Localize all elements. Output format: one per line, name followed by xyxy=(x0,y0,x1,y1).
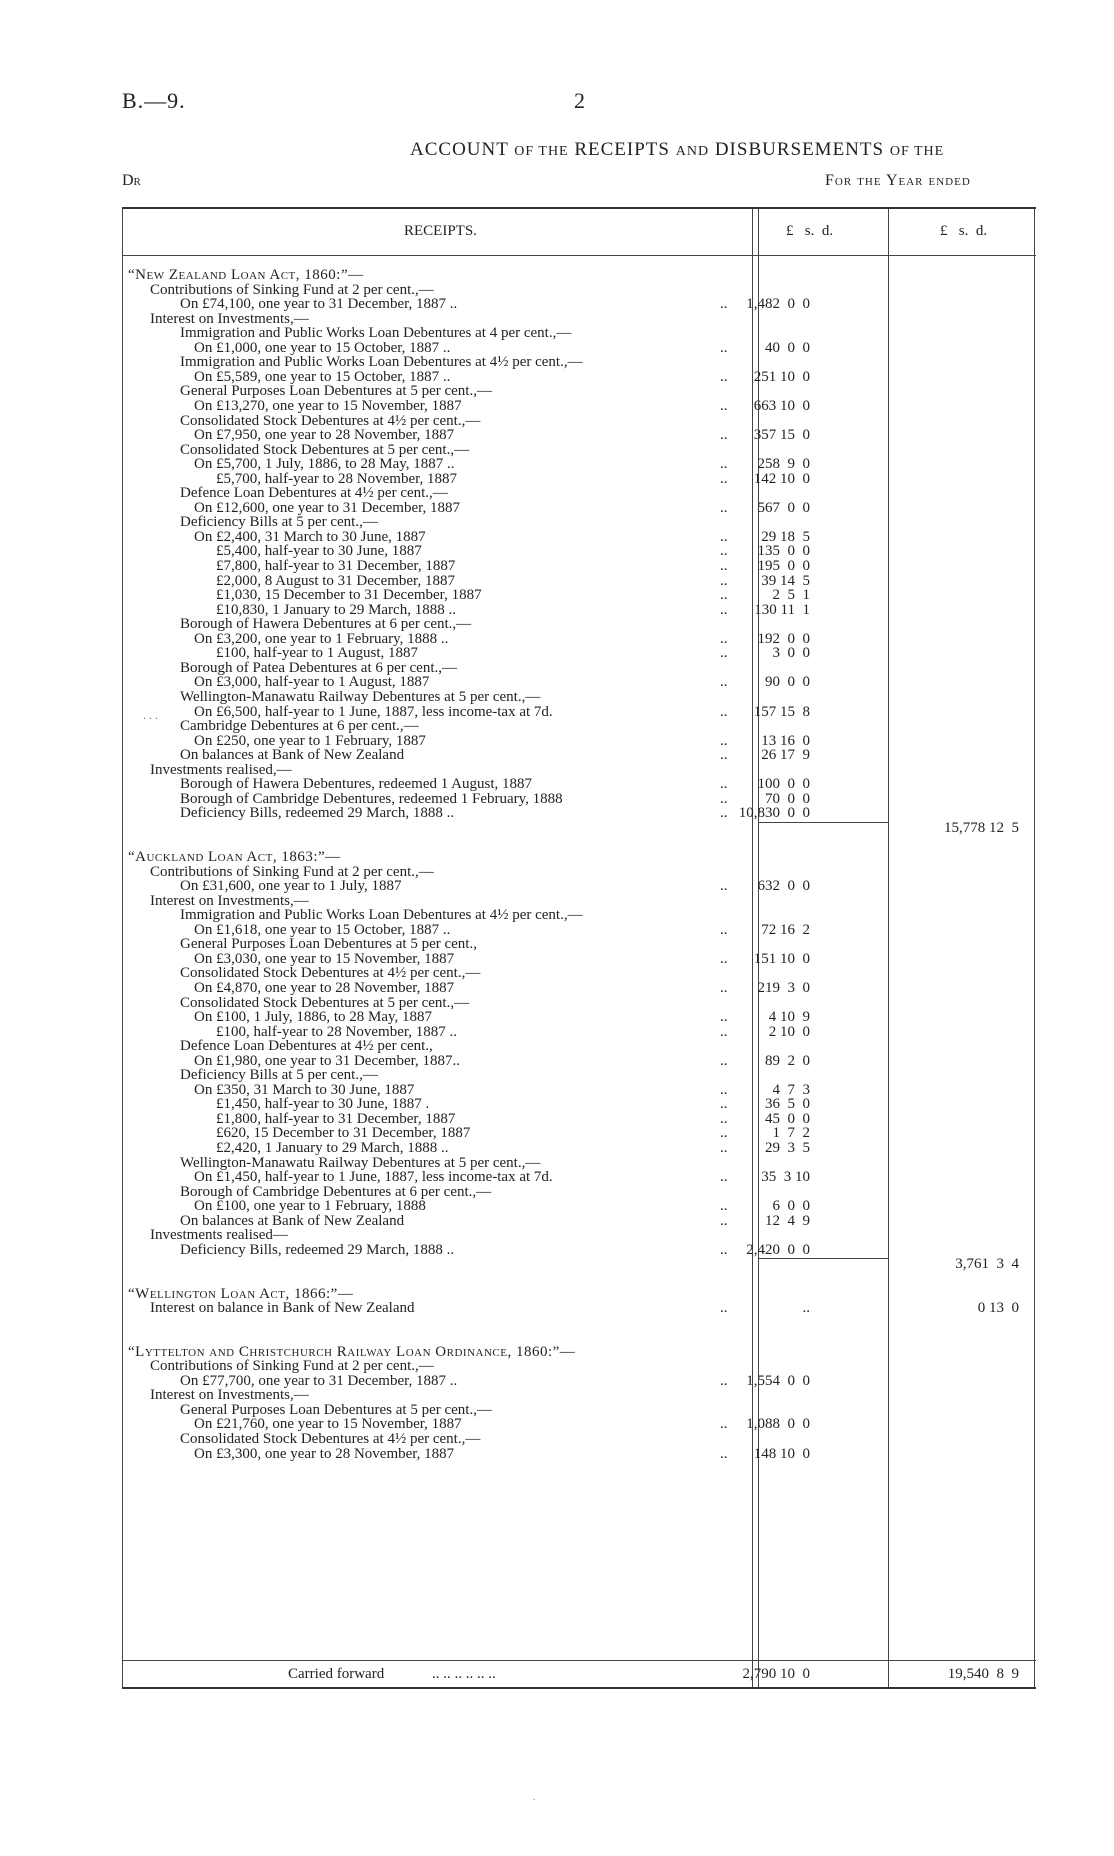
row-label: £100, half-year to 28 November, 1887 .. xyxy=(216,1023,458,1040)
title-disbursements: DISBURSEMENTS xyxy=(714,139,885,160)
row-amount: 195 0 0 xyxy=(757,558,810,574)
leader-dots: .. xyxy=(720,427,728,444)
row-label: £2,000, 8 August to 31 December, 1887 xyxy=(216,572,455,589)
row-label: Immigration and Public Works Loan Debentures at 4½ per cent.,— xyxy=(180,907,583,924)
row-label: Wellington-Manawatu Railway Debentures at 5 per cent.,— xyxy=(180,688,541,705)
section-heading: “Wellington Loan Act, 1866:”— xyxy=(128,1285,354,1302)
row-label: On £250, one year to 1 February, 1887 xyxy=(194,732,426,749)
row-amount: 3 0 0 xyxy=(772,645,810,662)
row-label: Consolidated Stock Debentures at 4½ per cent.,— xyxy=(180,1431,481,1447)
row-label: On £74,100, one year to 31 December, 1887 .. xyxy=(180,296,458,313)
title-of-the-2: OF THE xyxy=(889,144,945,159)
leader-dots: .. xyxy=(720,921,728,938)
row-amount: 45 0 0 xyxy=(765,1110,810,1127)
row-label: Defence Loan Debentures at 4½ per cent.,— xyxy=(180,485,448,502)
amount-column-header: £ s. d. xyxy=(786,223,834,239)
stray-dot: . xyxy=(533,1792,536,1803)
row-amount: 10,830 0 0 xyxy=(738,805,810,822)
section-rule xyxy=(758,822,888,823)
row-label: On £13,270, one year to 15 November, 1887 xyxy=(194,397,462,414)
row-label: Deficiency Bills, redeemed 29 March, 1888 .. xyxy=(180,1241,455,1258)
row-amount: 157 15 8 xyxy=(753,703,810,720)
row-label: Contributions of Sinking Fund at 2 per cent.,— xyxy=(150,281,434,298)
year-ended-label: For the Year ended xyxy=(825,172,971,189)
row-label: On £350, 31 March to 30 June, 1887 xyxy=(194,1081,415,1098)
footer-rule xyxy=(122,1660,1036,1661)
row-label: On £7,950, one year to 28 November, 1887 xyxy=(194,427,455,444)
row-label: Borough of Cambridge Debentures, redeemed 1 February, 1888 xyxy=(180,790,563,807)
row-label: Cambridge Debentures at 6 per cent.,— xyxy=(180,718,419,735)
row-amount: 251 10 0 xyxy=(753,368,810,385)
row-label: On £100, one year to 1 February, 1888 xyxy=(194,1198,426,1215)
leader-dots: .. xyxy=(720,558,728,574)
row-amount: 36 5 0 xyxy=(765,1096,810,1113)
row-label: Wellington-Manawatu Railway Debentures at 5 per cent.,— xyxy=(180,1154,541,1171)
leader-dots: .. xyxy=(720,1445,728,1462)
row-label: Interest on Investments,— xyxy=(150,310,309,327)
row-label: On £1,450, half-year to 1 June, 1887, less income-tax at 7d. xyxy=(194,1169,553,1186)
title-receipts: RECEIPTS xyxy=(574,139,670,160)
row-amount: 148 10 0 xyxy=(753,1445,810,1462)
carried-forward-row xyxy=(122,1666,1036,1683)
row-amount: 1 7 2 xyxy=(772,1125,810,1142)
row-label: Borough of Patea Debentures at 6 per cent.,— xyxy=(180,659,457,676)
row-amount: 39 14 5 xyxy=(761,572,810,589)
leader-dots: .. xyxy=(720,456,728,473)
row-label: On £12,600, one year to 31 December, 1887 xyxy=(194,499,460,516)
row-amount: 29 3 5 xyxy=(765,1140,810,1156)
row-amount: 1,482 0 0 xyxy=(746,296,810,313)
row-amount: 2 5 1 xyxy=(772,587,810,604)
receipts-column-header: RECEIPTS. xyxy=(404,223,477,239)
leader-dots: .. xyxy=(720,979,728,996)
row-label: Deficiency Bills at 5 per cent.,— xyxy=(180,1067,378,1084)
row-amount: 4 7 3 xyxy=(772,1081,810,1098)
row-label: £2,420, 1 January to 29 March, 1888 .. xyxy=(216,1140,449,1156)
row-amount: 567 0 0 xyxy=(757,499,810,516)
row-label: £7,800, half-year to 31 December, 1887 xyxy=(216,558,456,574)
carried-forward-label: Carried forward xyxy=(288,1666,385,1682)
leader-dots: .. xyxy=(720,368,728,385)
row-label: Consolidated Stock Debentures at 5 per cent.,— xyxy=(180,994,470,1011)
row-label: Borough of Hawera Debentures, redeemed 1 August, 1887 xyxy=(180,776,532,793)
leader-dots: .. xyxy=(720,1096,728,1113)
row-amount: 89 2 0 xyxy=(765,1052,810,1069)
row-label: Defence Loan Debentures at 4½ per cent., xyxy=(180,1038,433,1055)
row-label: General Purposes Loan Debentures at 5 per cent.,— xyxy=(180,383,492,400)
row-amount: 258 9 0 xyxy=(757,456,810,473)
table-row xyxy=(122,1446,1036,1463)
row-amount: 70 0 0 xyxy=(765,790,810,807)
leader-dots: .. xyxy=(720,645,728,662)
row-label: £5,700, half-year to 28 November, 1887 xyxy=(216,470,458,487)
row-label: £1,800, half-year to 31 December, 1887 xyxy=(216,1110,456,1127)
leader-dots: .. xyxy=(720,339,728,356)
leader-dots: .. xyxy=(720,1023,728,1040)
row-amount: 663 10 0 xyxy=(753,397,810,414)
section-total: 0 13 0 xyxy=(977,1300,1019,1317)
row-label: On balances at Bank of New Zealand xyxy=(180,1212,405,1229)
row-label: Interest on balance in Bank of New Zealand xyxy=(150,1300,415,1317)
row-label: Investments realised,— xyxy=(150,761,292,778)
row-label: £1,030, 15 December to 31 December, 1887 xyxy=(216,587,482,604)
row-label: Immigration and Public Works Loan Debentures at 4½ per cent.,— xyxy=(180,354,583,371)
row-label: On £2,400, 31 March to 30 June, 1887 xyxy=(194,528,426,545)
row-label: Interest on Investments,— xyxy=(150,1387,309,1404)
receipts-table xyxy=(122,207,1036,1689)
row-label: £100, half-year to 1 August, 1887 xyxy=(216,645,419,662)
leader-dots: .. xyxy=(720,790,728,807)
row-amount: 12 4 9 xyxy=(765,1212,810,1229)
row-amount: 4 10 9 xyxy=(768,1009,810,1026)
row-amount: 35 3 10 xyxy=(761,1169,810,1186)
row-amount: 1,088 0 0 xyxy=(746,1416,810,1433)
leader-dots: .. xyxy=(720,747,728,764)
row-label: On £77,700, one year to 31 December, 1887 .. xyxy=(180,1372,458,1389)
row-label: General Purposes Loan Debentures at 5 per cent.,— xyxy=(180,1401,492,1418)
row-label: On £5,700, 1 July, 1886, to 28 May, 1887 .. xyxy=(194,456,455,473)
page-title xyxy=(410,139,944,161)
row-label: Investments realised— xyxy=(150,1227,288,1244)
row-label: On £1,000, one year to 15 October, 1887 .. xyxy=(194,339,451,356)
leader-dots: .. xyxy=(720,1212,728,1229)
row-label: On £1,980, one year to 31 December, 1887.. xyxy=(194,1052,460,1069)
row-label: On £1,618, one year to 15 October, 1887 .. xyxy=(194,921,451,938)
row-label: On £3,000, half-year to 1 August, 1887 xyxy=(194,674,430,691)
section-heading: “New Zealand Loan Act, 1860:”— xyxy=(128,267,364,283)
leader-dots: .. xyxy=(720,572,728,589)
row-amount: 142 10 0 xyxy=(753,470,810,487)
row-label: On £100, 1 July, 1886, to 28 May, 1887 xyxy=(194,1009,433,1026)
row-amount: 632 0 0 xyxy=(757,878,810,895)
row-label: On £3,300, one year to 28 November, 1887 xyxy=(194,1445,455,1462)
leader-dots: .. xyxy=(720,1009,728,1026)
debit-marker: Dr xyxy=(122,172,141,189)
row-label: On £3,200, one year to 1 February, 1888 .. xyxy=(194,630,449,647)
leader-dots: .. xyxy=(720,878,728,895)
row-label: £1,450, half-year to 30 June, 1887 . xyxy=(216,1096,430,1113)
total-column-header: £ s. d. xyxy=(940,223,988,239)
leader-dots: .. xyxy=(720,805,728,822)
title-account: ACCOUNT xyxy=(410,139,509,160)
row-label: Consolidated Stock Debentures at 4½ per cent.,— xyxy=(180,965,481,982)
row-amount: 2,420 0 0 xyxy=(746,1241,810,1258)
stray-marks: . . . xyxy=(143,708,158,722)
leader-dots: .. xyxy=(720,499,728,516)
leader-dots: .. xyxy=(720,950,728,967)
row-amount: 192 0 0 xyxy=(757,630,810,647)
leader-dots: .. xyxy=(720,776,728,793)
leader-dots: .. xyxy=(720,732,728,749)
carried-forward-amount: 2,790 10 0 xyxy=(742,1666,810,1682)
row-amount: 13 16 0 xyxy=(761,732,810,749)
leader-dots: .. xyxy=(720,1081,728,1098)
row-label: Interest on Investments,— xyxy=(150,892,309,909)
leader-dots: .. xyxy=(720,296,728,313)
leader-dots: .. xyxy=(720,1110,728,1127)
row-amount: 6 0 0 xyxy=(772,1198,810,1215)
leader-dots: .. xyxy=(720,1125,728,1142)
row-amount: 72 16 2 xyxy=(761,921,810,938)
section-rule xyxy=(758,1258,888,1259)
row-amount: 90 0 0 xyxy=(765,674,810,691)
row-label: Contributions of Sinking Fund at 2 per cent.,— xyxy=(150,1358,434,1375)
row-amount: 100 0 0 xyxy=(757,776,810,793)
leader-dots: .. xyxy=(720,470,728,487)
leader-dots: .. xyxy=(720,1169,728,1186)
section-heading: “Auckland Loan Act, 1863:”— xyxy=(128,849,341,865)
row-label: £5,400, half-year to 30 June, 1887 xyxy=(216,543,422,560)
row-amount: .. xyxy=(802,1300,810,1317)
leader-dots: .. xyxy=(720,1140,728,1156)
row-amount: 26 17 9 xyxy=(761,747,810,764)
row-label: On £4,870, one year to 28 November, 1887 xyxy=(194,979,455,996)
title-and: AND xyxy=(675,144,710,159)
leader-dots: .. xyxy=(720,1372,728,1389)
row-label: Consolidated Stock Debentures at 5 per cent.,— xyxy=(180,441,470,458)
leader-dots: .. xyxy=(720,587,728,604)
row-label: £620, 15 December to 31 December, 1887 xyxy=(216,1125,471,1142)
section-total: 3,761 3 4 xyxy=(955,1256,1019,1273)
row-amount: 357 15 0 xyxy=(753,427,810,444)
row-amount: 1,554 0 0 xyxy=(746,1372,810,1389)
row-label: £10,830, 1 January to 29 March, 1888 .. xyxy=(216,601,456,618)
row-amount: 29 18 5 xyxy=(761,528,810,545)
row-label: Consolidated Stock Debentures at 4½ per cent.,— xyxy=(180,412,481,429)
leader-dots: .. .. .. .. .. .. xyxy=(432,1666,496,1682)
leader-dots: .. xyxy=(720,601,728,618)
row-label: Immigration and Public Works Loan Debentures at 4 per cent.,— xyxy=(180,325,572,342)
row-amount: 40 0 0 xyxy=(765,339,810,356)
leader-dots: .. xyxy=(720,630,728,647)
row-label: Deficiency Bills, redeemed 29 March, 1888 .. xyxy=(180,805,455,822)
leader-dots: .. xyxy=(720,674,728,691)
row-label: Borough of Hawera Debentures at 6 per cent.,— xyxy=(180,616,472,633)
carried-forward-total: 19,540 8 9 xyxy=(947,1666,1019,1682)
leader-dots: .. xyxy=(720,543,728,560)
leader-dots: .. xyxy=(720,1300,728,1317)
row-label: On £6,500, half-year to 1 June, 1887, less income-tax at 7d. xyxy=(194,703,553,720)
row-label: On £5,589, one year to 15 October, 1887 .. xyxy=(194,368,451,385)
row-amount: 151 10 0 xyxy=(753,950,810,967)
row-label: Borough of Cambridge Debentures at 6 per cent.,— xyxy=(180,1183,492,1200)
leader-dots: .. xyxy=(720,1416,728,1433)
row-label: On £3,030, one year to 15 November, 1887 xyxy=(194,950,455,967)
row-label: On £31,600, one year to 1 July, 1887 xyxy=(180,878,402,895)
row-label: On balances at Bank of New Zealand xyxy=(180,747,405,764)
row-amount: 219 3 0 xyxy=(757,979,810,996)
leader-dots: .. xyxy=(720,1241,728,1258)
row-label: General Purposes Loan Debentures at 5 per cent., xyxy=(180,936,477,953)
title-of-the: OF THE xyxy=(514,144,569,159)
row-amount: 135 0 0 xyxy=(757,543,810,560)
leader-dots: .. xyxy=(720,1198,728,1215)
row-amount: 130 11 1 xyxy=(754,601,810,618)
leader-dots: .. xyxy=(720,528,728,545)
document-code: B.—9. xyxy=(122,88,186,113)
leader-dots: .. xyxy=(720,1052,728,1069)
row-label: On £21,760, one year to 15 November, 1887 xyxy=(194,1416,462,1433)
leader-dots: .. xyxy=(720,703,728,720)
leader-dots: .. xyxy=(720,397,728,414)
page-number: 2 xyxy=(574,88,585,113)
row-label: Contributions of Sinking Fund at 2 per cent.,— xyxy=(150,863,434,880)
section-total: 15,778 12 5 xyxy=(944,819,1019,836)
row-label: Deficiency Bills at 5 per cent.,— xyxy=(180,514,378,531)
section-heading: “Lyttelton and Christchurch Railway Loan Ordinance, 1860:”— xyxy=(128,1343,576,1360)
row-amount: 2 10 0 xyxy=(768,1023,810,1040)
